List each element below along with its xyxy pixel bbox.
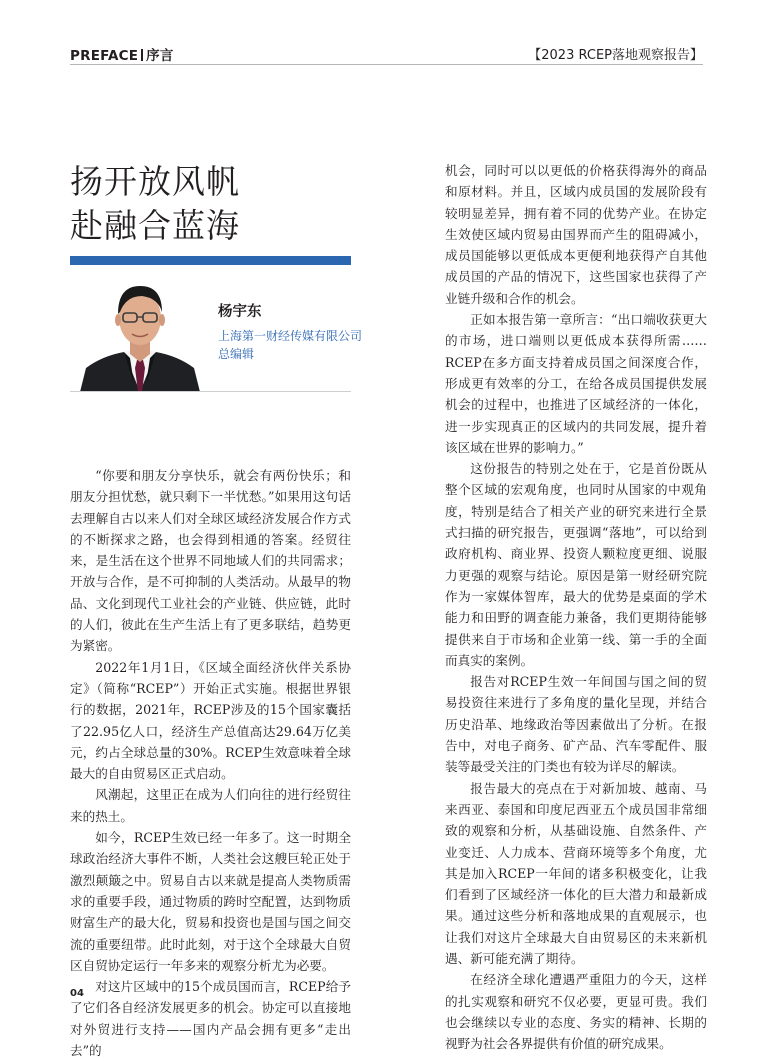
section-divider [141, 49, 143, 61]
paragraph: 风潮起，这里正在成为人们向往的进行经贸往来的热土。 [70, 787, 351, 824]
article-title [70, 160, 240, 248]
body-column-right [445, 160, 707, 1054]
paragraph: 正如本报告第一章所言：“出口端收获更大的市场，进口端则以更低成本获得所需……RCEP在多方面支持着成员国之间深度合作，形成更有效率的分工，在给各成员国提供发展机会的过程中，也推进了区域经济的一体化，进一步实现真正的区域内的共同发展，提升着该区域在世界的影响力。” [445, 312, 707, 455]
report-title: 【2023 RCEP落地观察报告】 [528, 48, 703, 63]
page-number: 04 [70, 988, 84, 999]
section-label-en: PREFACE [70, 48, 139, 64]
title-accent-bar [70, 256, 351, 265]
paragraph: 报告对RCEP生效一年间国与国之间的贸易投资往来进行了多角度的量化呈现，并结合历史沿革、地缘政治等因素做出了分析。在报告中，对电子商务、矿产品、汽车零配件、服装等最受关注的门类也有较为详尽的解读。 [445, 674, 707, 775]
paragraph: 报告最大的亮点在于对新加坡、越南、马来西亚、泰国和印度尼西亚五个成员国非常细致的观察和分析，从基础设施、自然条件、产业变迁、人力成本、营商环境等多个角度，尤其是加入RCEP一年间的诸多积极变化，让我们看到了区域经济一体化的巨大潜力和最新成果。通过这些分析和落地成果的直观展示，也让我们对这片全球最大自由贸易区的未来新机遇、新可能充满了期待。 [445, 780, 707, 966]
section-label [70, 44, 174, 64]
author-organization: 上海第一财经传媒有限公司 [218, 329, 363, 343]
title-line-1: 扬开放风帆 [70, 162, 240, 201]
body-column-left [70, 465, 351, 1061]
paragraph: 在经济全球化遭遇严重阻力的今天，这样的扎实观察和研究不仅必要，更显可贵。我们也会继续以专业的态度、务实的精神、长期的视野为社会各界提供有价值的研究成果。 [445, 972, 707, 1052]
paragraph: 对这片区域中的15个成员国而言，RCEP给予了它们各自经济发展更多的机会。协定可以直接地对外贸进行支持——国内产品会拥有更多“走出去”的 [70, 979, 351, 1059]
author-name: 杨宇东 [218, 304, 262, 320]
header-divider [70, 64, 703, 65]
author-role: 总编辑 [218, 347, 255, 361]
author-portrait-image [72, 272, 207, 392]
portrait-divider [70, 391, 351, 392]
title-line-2: 赴融合蓝海 [70, 206, 240, 245]
paragraph: 这份报告的特别之处在于，它是首份既从整个区域的宏观角度，也同时从国家的中观角度，特别是结合了相关产业的研究来进行全景式扫描的研究报告，更强调“落地”，可以给到政府机构、商业界、投资人颗粒度更细、说服力更强的观察与结论。原因是第一财经研究院作为一家媒体智库，最大的优势是桌面的学术能力和田野的调查能力兼备，我们更期待能够提供来自于市场和企业第一线、第一手的全面而真实的案例。 [445, 461, 707, 668]
author-portrait [72, 272, 207, 392]
section-label-zh: 序言 [146, 48, 174, 64]
paragraph-continuation: 机会，同时可以以更低的价格获得海外的商品和原材料。并且，区域内成员国的发展阶段有较明显差异，拥有着不同的优势产业。在协定生效使区域内贸易由国界而产生的阻碍减小，成员国能够以更低成本更便利地获得产自其他成员国的产品的情况下，这些国家也获得了产业链升级和合作的机会。 [445, 163, 707, 306]
paragraph: 2022年1月1日，《区域全面经济伙伴关系协定》（简称“RCEP”）开始正式实施。根据世界银行的数据，2021年，RCEP涉及的15个国家囊括了22.95亿人口，经济生产总值高达29.64万亿美元，约占全球总量的30%。RCEP生效意味着全球最大的自由贸易区正式启动。 [70, 659, 351, 782]
paragraph: “你要和朋友分享快乐，就会有两份快乐；和朋友分担忧愁，就只剩下一半忧愁。”如果用这句话去理解自古以来人们对全球区域经济发展合作方式的不断探求之路，也会得到相通的答案。经贸往来，是生活在这个世界不同地域人们的共同需求；开放与合作，是不可抑制的人类活动。从最早的物品、文化到现代工业社会的产业链、供应链，此时的人们，彼此在生产生活上有了更多联结，趋势更为紧密。 [70, 468, 351, 654]
author-info [218, 300, 362, 363]
paragraph: 如今，RCEP生效已经一年多了。这一时期全球政治经济大事件不断，人类社会这艘巨轮正处于激烈颠簸之中。贸易自古以来就是提高人类物质需求的重要手段，通过物质的跨时空配置，达到物质财富生产的最大化，贸易和投资也是国与国之间交流的重要纽带。此时此刻，对于这个全球最大自贸区自贸协定运行一年多来的观察分析尤为必要。 [70, 830, 351, 973]
